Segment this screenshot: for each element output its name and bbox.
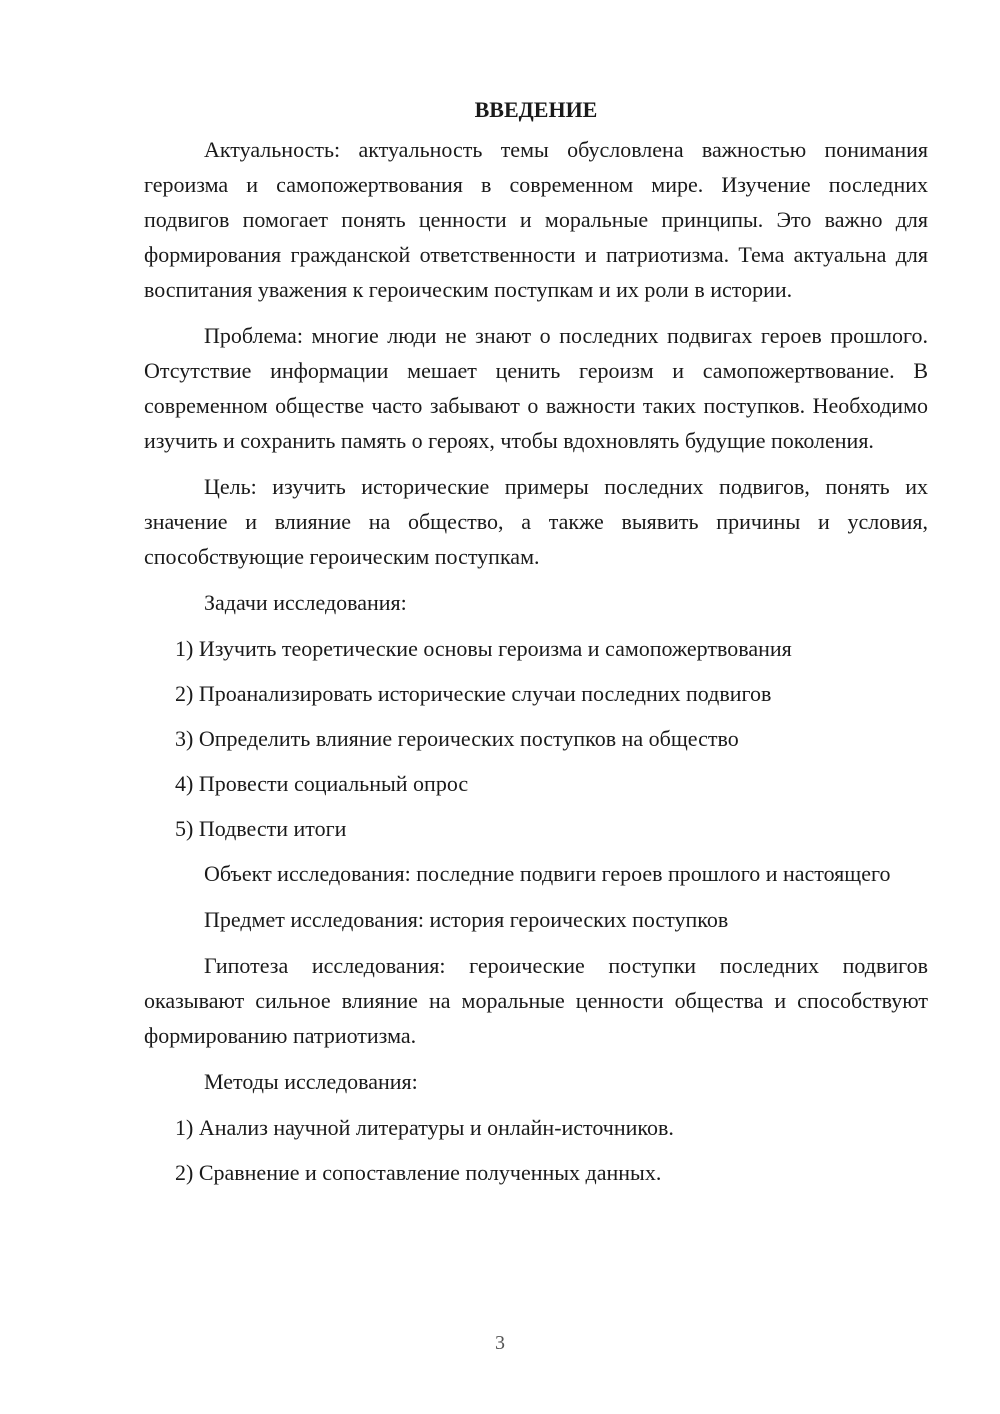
- page-title: ВВЕДЕНИЕ: [474, 97, 598, 122]
- problem-paragraph: Проблема: многие люди не знают о последних подвигах героев прошлого. Отсутствие информации мешает ценить героизм и самопожертвование. В современном обществе часто забывают о важности таких поступков. Необходимо изучить и сохранить память о героях, чтобы вдохновлять будущие поколения.: [144, 323, 928, 453]
- list-item: 5) Подвести итоги: [175, 816, 347, 841]
- methods-list: [144, 1110, 928, 1190]
- list-item: 2) Сравнение и сопоставление полученных данных.: [175, 1160, 662, 1185]
- goal-paragraph: Цель: изучить исторические примеры последних подвигов, понять их значение и влияние на общество, а также выявить причины и условия, способствующие героическим поступкам.: [144, 474, 928, 569]
- document-page: [144, 92, 928, 1200]
- tasks-heading: Задачи исследования:: [204, 590, 407, 615]
- list-item: 4) Провести социальный опрос: [175, 771, 469, 796]
- subject-paragraph: Предмет исследования: история героических поступков: [204, 907, 729, 932]
- hypothesis-paragraph: Гипотеза исследования: героические поступки последних подвигов оказывают сильное влияние на моральные ценности общества и способствуют формированию патриотизма.: [144, 953, 928, 1048]
- object-paragraph: Объект исследования: последние подвиги героев прошлого и настоящего: [204, 861, 891, 886]
- page-number: 3: [495, 1332, 505, 1354]
- tasks-list: [144, 631, 928, 846]
- list-item: 3) Определить влияние героических поступков на общество: [175, 726, 739, 751]
- methods-heading: Методы исследования:: [204, 1069, 418, 1094]
- list-item: 1) Изучить теоретические основы героизма и самопожертвования: [175, 636, 792, 661]
- list-item: 1) Анализ научной литературы и онлайн-источников.: [175, 1115, 674, 1140]
- relevance-paragraph: Актуальность: актуальность темы обусловлена важностью понимания героизма и самопожертвования в современном мире. Изучение последних подвигов помогает понять ценности и моральные принципы. Это важно для формирования гражданской ответственности и патриотизма. Тема актуальна для воспитания уважения к героическим поступкам и их роли в истории.: [144, 137, 928, 302]
- list-item: 2) Проанализировать исторические случаи последних подвигов: [175, 681, 772, 706]
